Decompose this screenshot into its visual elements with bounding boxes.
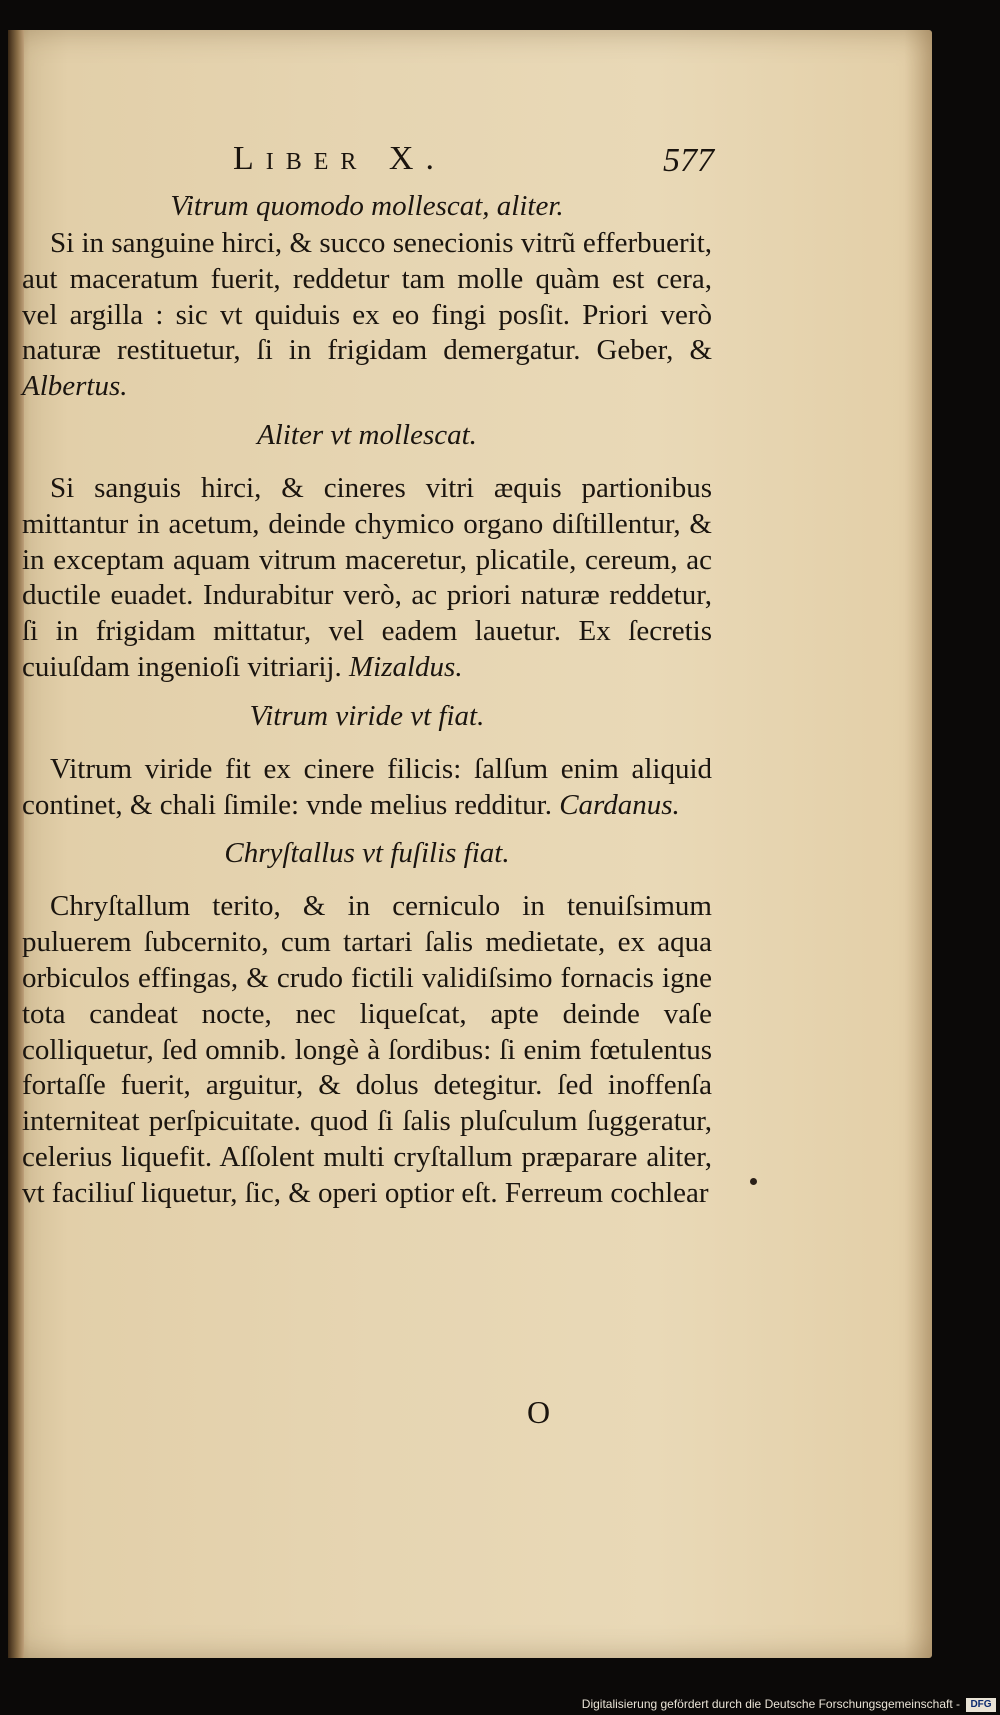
book-page: [8, 30, 932, 1658]
section-heading: Aliter vt mollescat.: [257, 418, 477, 451]
section-paragraph: Si in sanguine hirci, & succo senecionis vitrũ efferbuerit, aut maceratum fuerit, reddetur tam molle quàm est cera, vel argilla : sic vt quiduis ex eo fingi posſit. Priori verò naturæ restituetur, ſi in frigidam demergatur. Geber, & Albertus.: [22, 227, 712, 403]
running-title: Liber X.: [233, 140, 446, 177]
dfg-logo: DFG: [966, 1698, 996, 1712]
page-number: 577: [663, 142, 714, 179]
digitization-credit: Digitalisierung gefördert durch die Deutsche Forschungsgemeinschaft -: [581, 1697, 960, 1711]
author-name: Mizaldus.: [349, 650, 463, 683]
section-heading: Vitrum viride vt fiat.: [249, 699, 485, 732]
section-paragraph: Vitrum viride fit ex cinere filicis: ſalſum enim aliquid continet, & chali ſimile: vnde melius redditur. Cardanus.: [22, 752, 712, 821]
ink-spot: [750, 1178, 757, 1185]
page-header: [223, 112, 723, 179]
section-paragraph: Si sanguis hirci, & cineres vitri æquis partionibus mittantur in acetum, deinde chymico organo diſtillentur, & in exceptam aquam vitrum maceretur, plicatile, cereum, ac ductile euadet. Indurabitur verò, ac priori naturæ reddetur, ſi in frigidam mittatur, vel eadem lauetur. Ex ſecretis cuiuſdam ingenioſi vitriarij. Mizaldus.: [22, 471, 712, 683]
author-name: Cardanus.: [559, 788, 680, 821]
section-heading: Vitrum quomodo mollescat, aliter.: [170, 190, 564, 222]
page-body: [22, 188, 712, 1212]
section-heading: Chryſtallus vt fuſilis fiat.: [224, 837, 510, 870]
footer-band: [0, 1693, 1000, 1715]
author-name: Albertus.: [22, 370, 128, 403]
signature-mark: O: [527, 1394, 551, 1430]
section-paragraph: Chryſtallum terito, & in cerniculo in tenuiſsimum puluerem ſubcernito, cum tartari ſalis medietate, ex aqua orbiculos effingas, & crudo fictili validiſsimo fornacis igne tota candeat nocte, nec liqueſcat, apte deinde vaſe colliquetur, ſed omnib. longè à ſordibus: ſi enim fœtulentus fortaſſe fuerit, arguitur, & dolus detegitur. ſed inoffenſa interniteat perſpicuitate. quod ſi ſalis pluſculum ſuggeratur, celerius liquefit. Aſſolent multi cryſtallum præparare aliter, vt faciliuſ liquetur, ſic, & operi optior eſt. Ferreum cochlear: [22, 890, 712, 1209]
